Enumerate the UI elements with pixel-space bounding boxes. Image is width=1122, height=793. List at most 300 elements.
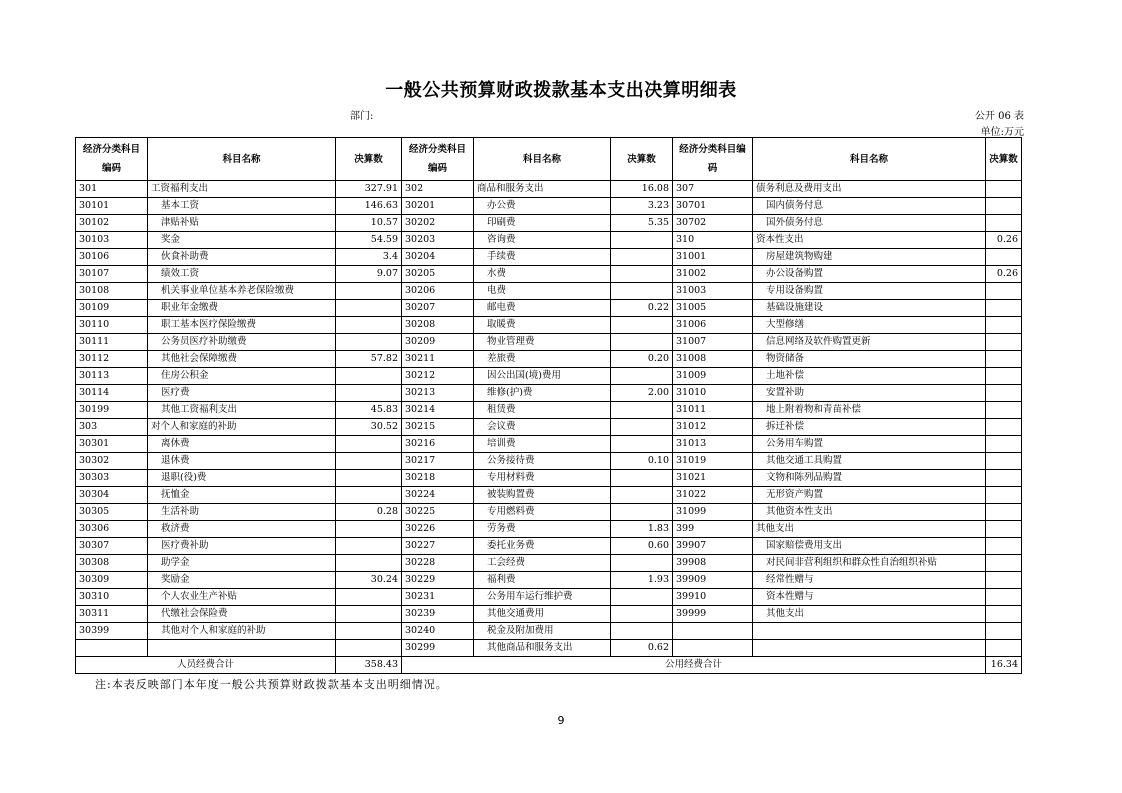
cell-name-3: 国家赔偿费用支出 — [753, 538, 986, 555]
cell-name-3: 地上附着物和青苗补偿 — [753, 402, 986, 419]
cell-name-3: 其他交通工具购置 — [753, 453, 986, 470]
cell-amount-1 — [336, 385, 402, 402]
cell-name-1: 救济费 — [148, 521, 336, 538]
cell-amount-2 — [611, 402, 673, 419]
cell-code-1: 30108 — [76, 283, 148, 300]
cell-code-3: 31005 — [673, 300, 753, 317]
cell-amount-3 — [986, 640, 1022, 657]
cell-name-2: 取暖费 — [474, 317, 611, 334]
cell-code-3 — [673, 623, 753, 640]
cell-code-2: 30213 — [402, 385, 474, 402]
personnel-total-label: 人员经费合计 — [76, 657, 336, 674]
cell-name-1: 绩效工资 — [148, 266, 336, 283]
cell-name-1: 其他社会保障缴费 — [148, 351, 336, 368]
table-row — [76, 351, 1022, 368]
cell-code-3: 31011 — [673, 402, 753, 419]
cell-code-1: 30113 — [76, 368, 148, 385]
cell-code-3 — [673, 640, 753, 657]
cell-name-2: 其他交通费用 — [474, 606, 611, 623]
table-row — [76, 385, 1022, 402]
cell-code-2: 30216 — [402, 436, 474, 453]
cell-amount-2 — [611, 470, 673, 487]
cell-code-3: 31002 — [673, 266, 753, 283]
cell-code-3: 310 — [673, 232, 753, 249]
cell-amount-3 — [986, 300, 1022, 317]
cell-name-1: 个人农业生产补贴 — [148, 589, 336, 606]
cell-code-3: 399 — [673, 521, 753, 538]
cell-amount-2 — [611, 249, 673, 266]
cell-code-2: 30229 — [402, 572, 474, 589]
cell-name-1: 对个人和家庭的补助 — [148, 419, 336, 436]
cell-code-2: 30202 — [402, 215, 474, 232]
cell-amount-2 — [611, 334, 673, 351]
cell-name-3: 国外债务付息 — [753, 215, 986, 232]
table-row — [76, 470, 1022, 487]
cell-code-1: 30399 — [76, 623, 148, 640]
cell-code-3: 31007 — [673, 334, 753, 351]
cell-amount-3 — [986, 283, 1022, 300]
cell-name-1: 伙食补助费 — [148, 249, 336, 266]
cell-amount-1: 54.59 — [336, 232, 402, 249]
cell-name-2: 差旅费 — [474, 351, 611, 368]
header-amount-3: 决算数 — [986, 138, 1022, 181]
cell-code-3: 31021 — [673, 470, 753, 487]
cell-name-2: 印刷费 — [474, 215, 611, 232]
table-row — [76, 402, 1022, 419]
cell-name-3 — [753, 623, 986, 640]
cell-amount-2: 0.62 — [611, 640, 673, 657]
cell-amount-3 — [986, 589, 1022, 606]
cell-code-2: 30231 — [402, 589, 474, 606]
cell-name-3: 办公设备购置 — [753, 266, 986, 283]
cell-name-3: 拆迁补偿 — [753, 419, 986, 436]
cell-amount-1 — [336, 317, 402, 334]
cell-amount-1: 146.63 — [336, 198, 402, 215]
cell-name-3: 其他支出 — [753, 606, 986, 623]
cell-amount-2: 1.93 — [611, 572, 673, 589]
cell-code-1: 30109 — [76, 300, 148, 317]
cell-name-2: 工会经费 — [474, 555, 611, 572]
cell-amount-1 — [336, 453, 402, 470]
cell-amount-2 — [611, 555, 673, 572]
cell-name-3 — [753, 640, 986, 657]
table-body — [76, 181, 1022, 657]
cell-code-1: 30102 — [76, 215, 148, 232]
cell-amount-3 — [986, 351, 1022, 368]
cell-code-2: 30208 — [402, 317, 474, 334]
cell-name-3: 基础设施建设 — [753, 300, 986, 317]
cell-code-1: 30310 — [76, 589, 148, 606]
cell-code-2: 30212 — [402, 368, 474, 385]
cell-code-1: 30301 — [76, 436, 148, 453]
table-row — [76, 606, 1022, 623]
cell-name-3: 对民间非营利组织和群众性自治组织补贴 — [753, 555, 986, 572]
cell-code-2: 30239 — [402, 606, 474, 623]
public-total-label: 公用经费合计 — [402, 657, 986, 674]
cell-code-2: 30214 — [402, 402, 474, 419]
cell-code-2: 30201 — [402, 198, 474, 215]
table-title: 一般公共预算财政拨款基本支出决算明细表 — [385, 80, 737, 101]
cell-code-2: 30205 — [402, 266, 474, 283]
cell-amount-1 — [336, 334, 402, 351]
cell-amount-1 — [336, 470, 402, 487]
header-code-3: 经济分类科目编码 — [673, 138, 753, 181]
cell-code-1: 30110 — [76, 317, 148, 334]
cell-name-3: 资本性支出 — [753, 232, 986, 249]
table-row — [76, 181, 1022, 198]
cell-amount-2: 3.23 — [611, 198, 673, 215]
cell-amount-1 — [336, 589, 402, 606]
cell-amount-3 — [986, 470, 1022, 487]
table-row — [76, 623, 1022, 640]
table-row — [76, 334, 1022, 351]
table-row — [76, 368, 1022, 385]
table-row — [76, 266, 1022, 283]
cell-name-3: 信息网络及软件购置更新 — [753, 334, 986, 351]
cell-code-2: 30207 — [402, 300, 474, 317]
cell-code-1: 30308 — [76, 555, 148, 572]
cell-amount-3 — [986, 572, 1022, 589]
cell-name-1: 其他工资福利支出 — [148, 402, 336, 419]
cell-amount-2 — [611, 419, 673, 436]
cell-code-1: 30303 — [76, 470, 148, 487]
cell-name-2: 商品和服务支出 — [474, 181, 611, 198]
cell-code-3: 39909 — [673, 572, 753, 589]
cell-name-1: 职工基本医疗保险缴费 — [148, 317, 336, 334]
cell-code-3: 31001 — [673, 249, 753, 266]
cell-name-1: 基本工资 — [148, 198, 336, 215]
cell-name-2: 维修(护)费 — [474, 385, 611, 402]
table-row — [76, 572, 1022, 589]
cell-code-3: 31012 — [673, 419, 753, 436]
cell-name-1: 助学金 — [148, 555, 336, 572]
cell-amount-2: 0.22 — [611, 300, 673, 317]
cell-amount-1: 57.82 — [336, 351, 402, 368]
cell-amount-1 — [336, 436, 402, 453]
cell-amount-3: 0.26 — [986, 232, 1022, 249]
cell-name-1: 医疗费 — [148, 385, 336, 402]
cell-amount-3 — [986, 317, 1022, 334]
cell-code-2: 30209 — [402, 334, 474, 351]
cell-name-2: 培训费 — [474, 436, 611, 453]
cell-amount-3: 0.26 — [986, 266, 1022, 283]
cell-code-1: 30106 — [76, 249, 148, 266]
cell-name-3: 债务利息及费用支出 — [753, 181, 986, 198]
cell-amount-2: 5.35 — [611, 215, 673, 232]
cell-code-3: 31013 — [673, 436, 753, 453]
cell-code-2: 30227 — [402, 538, 474, 555]
cell-name-1: 抚恤金 — [148, 487, 336, 504]
cell-code-3: 31019 — [673, 453, 753, 470]
cell-name-3: 安置补助 — [753, 385, 986, 402]
cell-code-1: 30111 — [76, 334, 148, 351]
cell-code-2: 30217 — [402, 453, 474, 470]
cell-name-2: 劳务费 — [474, 521, 611, 538]
cell-name-2: 专用材料费 — [474, 470, 611, 487]
cell-name-3: 房屋建筑物购建 — [753, 249, 986, 266]
cell-name-2: 委托业务费 — [474, 538, 611, 555]
cell-name-2: 办公费 — [474, 198, 611, 215]
table-row — [76, 317, 1022, 334]
cell-amount-1 — [336, 538, 402, 555]
cell-amount-3 — [986, 555, 1022, 572]
header-code-2: 经济分类科目编码 — [402, 138, 474, 181]
cell-code-1: 30311 — [76, 606, 148, 623]
cell-code-1: 30199 — [76, 402, 148, 419]
cell-name-2: 其他商品和服务支出 — [474, 640, 611, 657]
table-row — [76, 232, 1022, 249]
cell-amount-1 — [336, 521, 402, 538]
header-name-2: 科目名称 — [474, 138, 611, 181]
cell-amount-2: 2.00 — [611, 385, 673, 402]
cell-amount-3 — [986, 504, 1022, 521]
cell-amount-1 — [336, 487, 402, 504]
table-row — [76, 283, 1022, 300]
cell-code-1: 30103 — [76, 232, 148, 249]
header-amount-2: 决算数 — [611, 138, 673, 181]
cell-name-1: 住房公积金 — [148, 368, 336, 385]
cell-name-3: 物资储备 — [753, 351, 986, 368]
table-row — [76, 521, 1022, 538]
table-row — [76, 538, 1022, 555]
table-row — [76, 215, 1022, 232]
cell-name-3: 其他支出 — [753, 521, 986, 538]
cell-name-1: 退休费 — [148, 453, 336, 470]
table-row — [76, 504, 1022, 521]
cell-amount-2 — [611, 589, 673, 606]
cell-name-2: 公务接待费 — [474, 453, 611, 470]
cell-name-3: 大型修缮 — [753, 317, 986, 334]
cell-amount-1: 327.91 — [336, 181, 402, 198]
cell-name-2: 电费 — [474, 283, 611, 300]
cell-amount-1: 3.4 — [336, 249, 402, 266]
cell-name-3: 文物和陈列品购置 — [753, 470, 986, 487]
cell-amount-1: 10.57 — [336, 215, 402, 232]
cell-amount-2: 1.83 — [611, 521, 673, 538]
cell-code-2: 30225 — [402, 504, 474, 521]
cell-code-2: 30228 — [402, 555, 474, 572]
cell-name-2: 税金及附加费用 — [474, 623, 611, 640]
header-name-1: 科目名称 — [148, 138, 336, 181]
cell-code-3: 39999 — [673, 606, 753, 623]
cell-code-2: 30224 — [402, 487, 474, 504]
cell-amount-3 — [986, 521, 1022, 538]
table-row — [76, 487, 1022, 504]
cell-code-1: 303 — [76, 419, 148, 436]
cell-code-3: 31006 — [673, 317, 753, 334]
personnel-total-value: 358.43 — [336, 657, 402, 674]
cell-name-1: 退职(役)费 — [148, 470, 336, 487]
cell-amount-3 — [986, 385, 1022, 402]
cell-code-1: 30307 — [76, 538, 148, 555]
cell-amount-3 — [986, 419, 1022, 436]
cell-name-3: 国内债务付息 — [753, 198, 986, 215]
department-label: 部门: — [350, 111, 374, 122]
cell-name-2: 咨询费 — [474, 232, 611, 249]
cell-code-1: 30305 — [76, 504, 148, 521]
cell-code-2: 30299 — [402, 640, 474, 657]
cell-name-3: 经常性赠与 — [753, 572, 986, 589]
cell-amount-2: 16.08 — [611, 181, 673, 198]
cell-code-3: 307 — [673, 181, 753, 198]
table-row — [76, 419, 1022, 436]
cell-name-2: 福利费 — [474, 572, 611, 589]
cell-code-2: 30218 — [402, 470, 474, 487]
cell-code-2: 30203 — [402, 232, 474, 249]
cell-amount-2 — [611, 266, 673, 283]
totals-row — [76, 657, 1022, 674]
cell-amount-3 — [986, 606, 1022, 623]
cell-name-1 — [148, 640, 336, 657]
cell-name-1: 津贴补贴 — [148, 215, 336, 232]
cell-name-1: 离休费 — [148, 436, 336, 453]
cell-amount-1 — [336, 606, 402, 623]
footnote: 注:本表反映部门本年度一般公共预算财政拨款基本支出明细情况。 — [95, 678, 448, 691]
cell-amount-1: 9.07 — [336, 266, 402, 283]
cell-name-1: 医疗费补助 — [148, 538, 336, 555]
cell-code-3: 39907 — [673, 538, 753, 555]
cell-amount-1 — [336, 283, 402, 300]
cell-amount-1 — [336, 623, 402, 640]
cell-amount-2 — [611, 623, 673, 640]
cell-code-3: 39908 — [673, 555, 753, 572]
cell-name-2: 公务用车运行维护费 — [474, 589, 611, 606]
cell-amount-2 — [611, 368, 673, 385]
cell-name-2: 因公出国(境)费用 — [474, 368, 611, 385]
cell-code-3: 31009 — [673, 368, 753, 385]
cell-name-1: 奖励金 — [148, 572, 336, 589]
cell-code-1: 30114 — [76, 385, 148, 402]
cell-name-2: 邮电费 — [474, 300, 611, 317]
cell-code-1 — [76, 640, 148, 657]
cell-name-1: 机关事业单位基本养老保险缴费 — [148, 283, 336, 300]
table-row — [76, 453, 1022, 470]
cell-name-2: 专用燃料费 — [474, 504, 611, 521]
cell-code-2: 30240 — [402, 623, 474, 640]
cell-amount-3 — [986, 487, 1022, 504]
cell-amount-3 — [986, 436, 1022, 453]
cell-code-3: 31022 — [673, 487, 753, 504]
cell-name-1: 公务员医疗补助缴费 — [148, 334, 336, 351]
table-row — [76, 589, 1022, 606]
cell-amount-2 — [611, 487, 673, 504]
cell-name-1: 其他对个人和家庭的补助 — [148, 623, 336, 640]
cell-amount-1: 30.52 — [336, 419, 402, 436]
cell-name-1: 代缴社会保险费 — [148, 606, 336, 623]
cell-code-3: 39910 — [673, 589, 753, 606]
cell-name-2: 手续费 — [474, 249, 611, 266]
header-row — [76, 138, 1022, 181]
cell-amount-3 — [986, 538, 1022, 555]
cell-code-1: 301 — [76, 181, 148, 198]
table-row — [76, 640, 1022, 657]
cell-name-3: 其他资本性支出 — [753, 504, 986, 521]
cell-code-3: 31010 — [673, 385, 753, 402]
header-amount-1: 决算数 — [336, 138, 402, 181]
cell-code-1: 30306 — [76, 521, 148, 538]
cell-amount-3 — [986, 453, 1022, 470]
cell-amount-2 — [611, 504, 673, 521]
cell-name-2: 租赁费 — [474, 402, 611, 419]
header-code-1: 经济分类科目编码 — [76, 138, 148, 181]
cell-amount-2 — [611, 436, 673, 453]
cell-amount-3 — [986, 623, 1022, 640]
cell-amount-3 — [986, 402, 1022, 419]
cell-amount-3 — [986, 334, 1022, 351]
cell-name-1: 职业年金缴费 — [148, 300, 336, 317]
cell-name-3: 土地补偿 — [753, 368, 986, 385]
cell-amount-1: 45.83 — [336, 402, 402, 419]
expenditure-table — [75, 137, 1022, 674]
cell-amount-1: 0.28 — [336, 504, 402, 521]
cell-code-2: 30206 — [402, 283, 474, 300]
cell-name-2: 物业管理费 — [474, 334, 611, 351]
cell-code-3: 31003 — [673, 283, 753, 300]
cell-name-3: 无形资产购置 — [753, 487, 986, 504]
cell-amount-1: 30.24 — [336, 572, 402, 589]
cell-code-2: 302 — [402, 181, 474, 198]
cell-code-2: 30204 — [402, 249, 474, 266]
cell-code-3: 30701 — [673, 198, 753, 215]
cell-amount-2 — [611, 606, 673, 623]
cell-code-2: 30211 — [402, 351, 474, 368]
cell-code-3: 31008 — [673, 351, 753, 368]
cell-amount-3 — [986, 368, 1022, 385]
cell-amount-2: 0.10 — [611, 453, 673, 470]
page-number: 9 — [557, 714, 565, 727]
table-row — [76, 555, 1022, 572]
cell-amount-3 — [986, 249, 1022, 266]
cell-amount-2: 0.20 — [611, 351, 673, 368]
table-row — [76, 249, 1022, 266]
cell-amount-2 — [611, 232, 673, 249]
cell-name-1: 奖金 — [148, 232, 336, 249]
cell-code-1: 30112 — [76, 351, 148, 368]
table-row — [76, 300, 1022, 317]
cell-code-2: 30226 — [402, 521, 474, 538]
public-total-value: 16.34 — [986, 657, 1022, 674]
table-row — [76, 436, 1022, 453]
cell-amount-2 — [611, 317, 673, 334]
form-number: 公开 06 表 — [974, 111, 1024, 122]
cell-amount-2 — [611, 283, 673, 300]
cell-name-1: 生活补助 — [148, 504, 336, 521]
cell-code-1: 30107 — [76, 266, 148, 283]
cell-amount-1 — [336, 300, 402, 317]
cell-name-3: 专用设备购置 — [753, 283, 986, 300]
cell-name-3: 资本性赠与 — [753, 589, 986, 606]
cell-amount-3 — [986, 215, 1022, 232]
header-name-3: 科目名称 — [753, 138, 986, 181]
cell-amount-3 — [986, 198, 1022, 215]
table-row — [76, 198, 1022, 215]
cell-code-3: 30702 — [673, 215, 753, 232]
cell-code-3: 31099 — [673, 504, 753, 521]
cell-amount-1 — [336, 640, 402, 657]
cell-name-3: 公务用车购置 — [753, 436, 986, 453]
cell-code-1: 30309 — [76, 572, 148, 589]
cell-name-2: 被装购置费 — [474, 487, 611, 504]
cell-amount-1 — [336, 555, 402, 572]
cell-name-2: 水费 — [474, 266, 611, 283]
cell-code-2: 30215 — [402, 419, 474, 436]
cell-code-1: 30304 — [76, 487, 148, 504]
unit-label: 单位:万元 — [980, 127, 1024, 138]
cell-amount-3 — [986, 181, 1022, 198]
cell-code-1: 30101 — [76, 198, 148, 215]
cell-amount-1 — [336, 368, 402, 385]
cell-name-1: 工资福利支出 — [148, 181, 336, 198]
